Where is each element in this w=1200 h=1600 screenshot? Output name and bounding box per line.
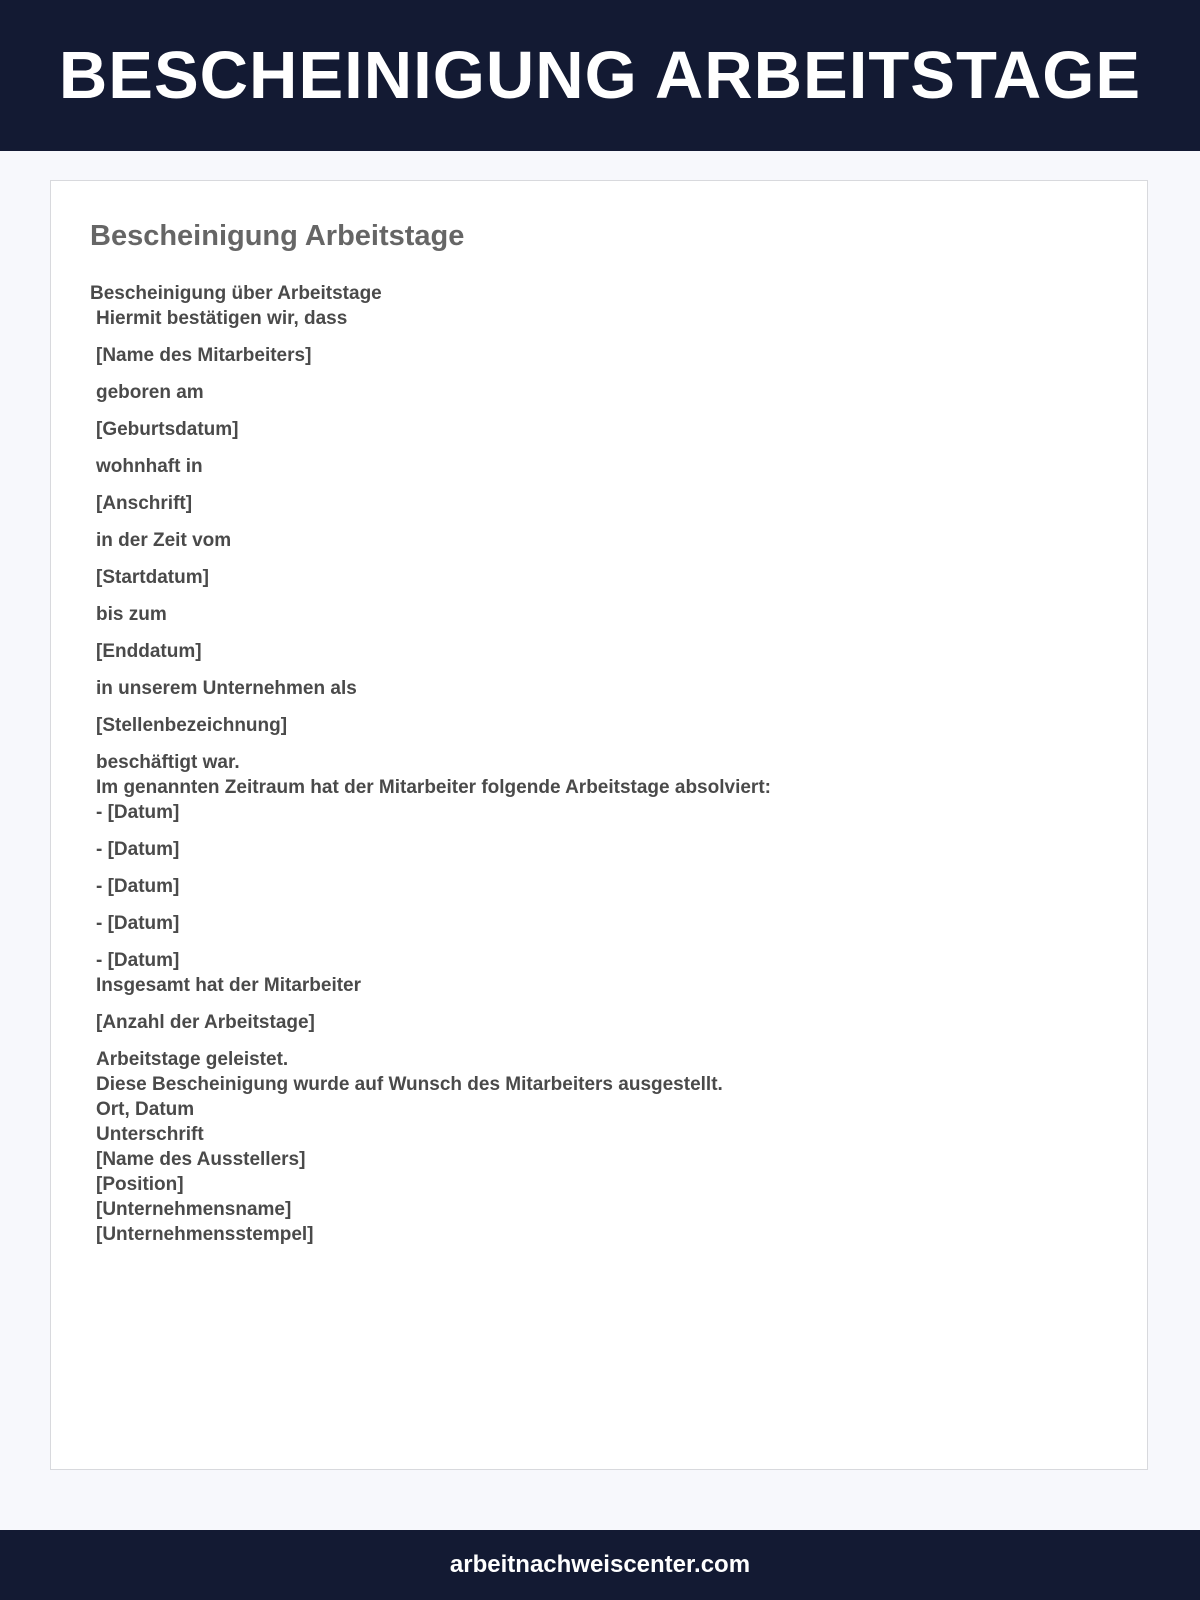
footer-website: arbeitnachweiscenter.com bbox=[449, 1551, 751, 1578]
placeholder-address: [Anschrift] bbox=[96, 493, 193, 514]
text-line: beschäftigt war. bbox=[96, 752, 240, 773]
text-line: in der Zeit vom bbox=[96, 530, 232, 551]
text-line: in unserem Unternehmen als bbox=[96, 678, 357, 699]
text-line: geboren am bbox=[96, 382, 204, 403]
placeholder-company-stamp: [Unternehmensstempel] bbox=[96, 1224, 314, 1245]
list-item-date: - [Datum] bbox=[96, 839, 180, 860]
text-line: wohnhaft in bbox=[96, 456, 203, 477]
placeholder-company-name: [Unternehmensname] bbox=[96, 1199, 292, 1220]
placeholder-employee-name: [Name des Mitarbeiters] bbox=[96, 345, 312, 366]
placeholder-job-title: [Stellenbezeichnung] bbox=[96, 715, 288, 736]
page-header bbox=[0, 0, 1200, 151]
list-item-date: - [Datum] bbox=[96, 802, 180, 823]
text-line: Diese Bescheinigung wurde auf Wunsch des Mitarbeiters ausgestellt. bbox=[96, 1074, 723, 1095]
list-item-date: - [Datum] bbox=[96, 876, 180, 897]
document-card bbox=[50, 180, 1148, 1470]
list-item-date: - [Datum] bbox=[96, 950, 180, 971]
text-line: Im genannten Zeitraum hat der Mitarbeiter folgende Arbeitstage absolviert: bbox=[96, 777, 771, 798]
document-text-block bbox=[90, 306, 1090, 1247]
list-item-date: - [Datum] bbox=[96, 913, 180, 934]
text-line: bis zum bbox=[96, 604, 167, 625]
placeholder-birthdate: [Geburtsdatum] bbox=[96, 419, 239, 440]
placeholder-start-date: [Startdatum] bbox=[96, 567, 209, 588]
header-title: BESCHEINIGUNG ARBEITSTAGE bbox=[58, 38, 1142, 113]
placeholder-end-date: [Enddatum] bbox=[96, 641, 202, 662]
placeholder-issuer-name: [Name des Ausstellers] bbox=[96, 1149, 306, 1170]
document-intro: Bescheinigung über Arbeitstage bbox=[90, 283, 382, 304]
page-footer bbox=[0, 1530, 1200, 1600]
document-title: Bescheinigung Arbeitstage bbox=[90, 220, 465, 252]
placeholder-position: [Position] bbox=[96, 1174, 184, 1195]
text-line: Hiermit bestätigen wir, dass bbox=[96, 308, 348, 329]
place-date-line: Ort, Datum bbox=[96, 1099, 195, 1120]
document-body bbox=[90, 281, 1090, 1247]
signature-line: Unterschrift bbox=[96, 1124, 204, 1145]
placeholder-workday-count: [Anzahl der Arbeitstage] bbox=[96, 1012, 315, 1033]
text-line: Arbeitstage geleistet. bbox=[96, 1049, 289, 1070]
text-line: Insgesamt hat der Mitarbeiter bbox=[96, 975, 362, 996]
